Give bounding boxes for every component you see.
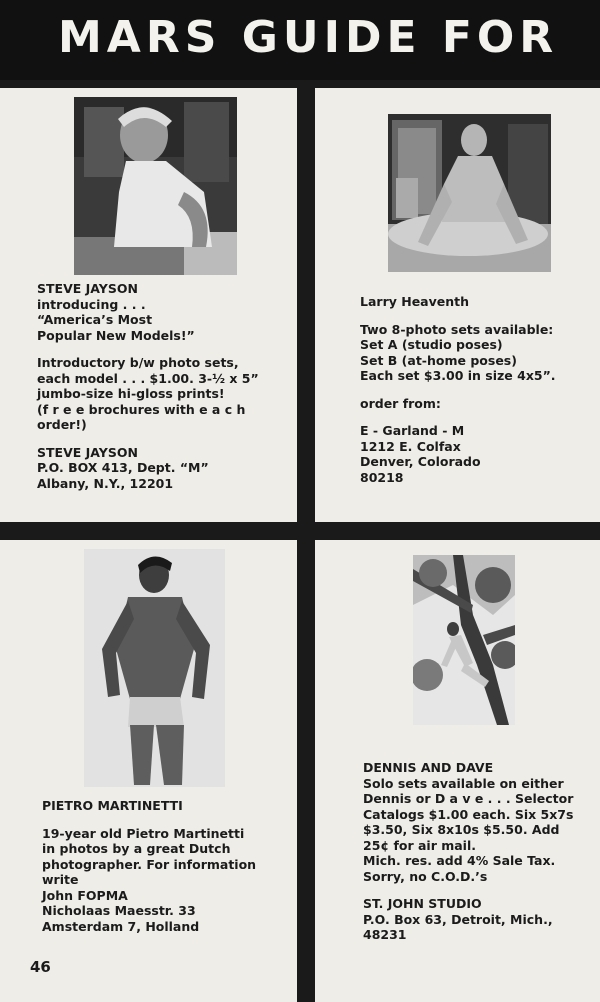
spacer	[360, 310, 590, 322]
spacer	[360, 384, 590, 396]
ad-line: Catalogs $1.00 each. Six 5x7s	[363, 806, 574, 822]
ad-line: write	[42, 872, 79, 887]
photo-steve-jayson	[74, 97, 237, 275]
photo-pietro-martinetti	[84, 549, 225, 787]
ad-text-dennis	[363, 760, 593, 943]
spacer	[37, 433, 265, 445]
ad-line: STEVE JAYSON	[37, 444, 138, 460]
ad-line: DENNIS AND DAVE	[363, 760, 494, 775]
ad-line: in photos by a great Dutch	[42, 841, 231, 856]
ad-line: Mich. res. add 4% Sale Tax.	[363, 853, 556, 868]
ad-text-larry	[360, 294, 590, 485]
ad-line: photographer. For information	[42, 856, 257, 872]
ad-line: Set A (studio poses)	[360, 337, 503, 352]
photo-dennis-and-dave	[413, 555, 515, 725]
ad-text-pietro	[42, 798, 282, 934]
ad-line: Larry Heaventh	[360, 294, 470, 309]
ad-line: order from:	[360, 395, 441, 411]
spacer	[42, 814, 282, 826]
ad-line: STEVE JAYSON	[37, 281, 138, 296]
ad-line: jumbo-size hi-gloss prints!	[37, 386, 225, 401]
ad-line: Dennis or D a v e . . . Selector	[363, 791, 574, 806]
ad-line: P.O. BOX 413, Dept. “M”	[37, 460, 209, 475]
ad-line: each model . . . $1.00. 3-½ x 5”	[37, 370, 259, 386]
header-bar	[0, 0, 600, 80]
ad-line: “America’s Most	[37, 312, 153, 327]
ad-line: P.O. Box 63, Detroit, Mich.,	[363, 911, 553, 927]
ad-line: 25¢ for air mail.	[363, 837, 477, 853]
ad-line: ST. JOHN STUDIO	[363, 896, 482, 911]
spacer	[363, 884, 593, 896]
ad-line: Albany, N.Y., 12201	[37, 475, 174, 491]
ad-line: Each set $3.00 in size 4x5”.	[360, 368, 556, 383]
ad-line: Introductory b/w photo sets,	[37, 355, 239, 370]
ad-line: E - Garland - M	[360, 423, 465, 438]
ad-line: Two 8-photo sets available:	[360, 321, 554, 337]
ad-line: Nicholaas Maesstr. 33	[42, 903, 196, 918]
ad-line: (f r e e brochures with e a c h	[37, 401, 246, 417]
page-number: 46	[30, 958, 51, 976]
ad-line: 19-year old Pietro Martinetti	[42, 825, 245, 841]
ad-line: John FOPMA	[42, 887, 128, 903]
ad-line: introducing . . .	[37, 296, 146, 312]
ad-line: $3.50, Six 8x10s $5.50. Add	[363, 822, 560, 837]
ad-line: Amsterdam 7, Holland	[42, 918, 200, 934]
ad-line: PIETRO MARTINETTI	[42, 798, 183, 813]
ad-line: 1212 E. Colfax	[360, 438, 461, 454]
ad-larry-heaventh	[315, 88, 600, 522]
ad-line: Sorry, no C.O.D.’s	[363, 868, 488, 884]
photo-larry-heaventh	[388, 114, 551, 272]
ad-line: order!)	[37, 417, 87, 432]
spacer	[360, 411, 590, 423]
ad-pietro-martinetti	[0, 540, 297, 1002]
ad-line: Denver, Colorado	[360, 454, 481, 469]
ad-line: Set B (at-home poses)	[360, 352, 517, 368]
ad-line: Popular New Models!”	[37, 327, 195, 343]
spacer	[37, 343, 265, 355]
ad-dennis-and-dave	[315, 540, 600, 1002]
ad-steve-jayson	[0, 88, 297, 522]
ad-text-steve	[37, 281, 265, 491]
page-title: MARS GUIDE FOR	[58, 12, 559, 63]
ad-line: Solo sets available on either	[363, 775, 564, 791]
ad-line: 80218	[360, 469, 404, 485]
ad-line: 48231	[363, 927, 407, 942]
